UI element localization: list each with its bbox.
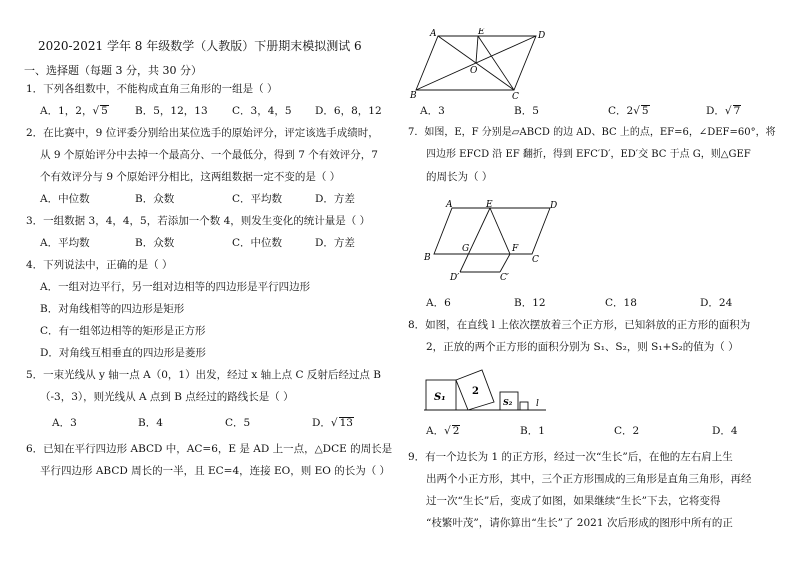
label-d: D [550,201,558,211]
q5-option-d: D．√ 13 [312,417,353,429]
q9-line-3: 过一次“生长”后，变成了如图，如果继续“生长”下去，它将变得 [426,495,721,507]
q6-option-c: C．2√ 5 [608,105,649,117]
q6-line-2: 平行四边形 ABCD 周长的一半，且 EC=4，连接 EO，则 EO 的长为（ ） [40,465,391,477]
q9-line-4: “枝繁叶茂”，请你算出“生长”了 2021 次后形成的图形中所有的正 [426,517,733,529]
label-c-prime: C′ [500,273,509,282]
segment-eo [476,36,478,63]
q1-option-d: D．6，8，12 [315,105,382,117]
q1-option-c: C．3，4，5 [232,105,292,117]
q2-line-1: 2．在比赛中，9 位评委分别给出某位选手的原始评分，评定该选手成绩时， [26,127,379,139]
q2-option-c: C．平均数 [232,193,283,205]
q6-option-a: A．3 [420,105,445,117]
label-c: C [512,92,519,100]
q6-option-d: D．√ 7 [706,105,741,117]
small-square-mark [520,402,528,410]
label-d-prime: D′ [450,273,460,282]
label-e: E [486,200,493,210]
q5-line-1: 5．一束光线从 y 轴一点 A（0，1）出发，经过 x 轴上点 C 反射后经过点 B [26,369,381,381]
q7-line-1: 7．如图，E，F 分别是▱ABCD 的边 AD、BC 上的点，EF=6，∠DEF=60°，将 [408,127,776,138]
q7-figure [422,198,572,282]
label-o: O [470,66,478,76]
q3-option-d: D．方差 [315,237,355,249]
q1-option-b: B．5，12，13 [135,105,208,117]
q5-option-b: B．4 [138,417,163,429]
section-heading: 一、选择题（每题 3 分，共 30 分） [24,64,202,77]
segment-ef [490,208,510,254]
label-s1: S₁ [434,392,446,403]
q8-option-d: D．4 [712,425,738,437]
q4-option-d: D．对角线互相垂直的四边形是菱形 [40,347,206,359]
parallelogram-abcd [434,208,550,254]
q6-line-1: 6．已知在平行四边形 ABCD 中，AC=6，E 是 AD 上一点，△DCE 的周长是 [26,443,393,455]
q1-stem: 1．下列各组数中，不能构成直角三角形的一组是（ ） [26,83,278,95]
q8-line-1: 8．如图，在直线 l 上依次摆放着三个正方形，已知斜放的正方形的面积为 [408,319,751,331]
q6-option-b: B．5 [514,105,539,117]
label-g: G [462,244,470,254]
q4-stem: 4．下列说法中，正确的是（ ） [26,259,173,271]
q4-option-c: C．有一组邻边相等的矩形是正方形 [40,325,206,337]
q2-option-b: B．众数 [135,193,175,205]
label-area-2: 2 [472,386,479,397]
q8-figure [420,362,550,414]
q5-option-c: C．5 [225,417,251,429]
segment-ed-prime [460,208,490,272]
q6-figure [408,28,548,100]
label-a: A [430,29,437,39]
label-l: l [536,399,539,409]
q8-option-b: B．1 [520,425,545,437]
label-d: D [538,31,546,41]
q7-option-b: B．12 [514,297,546,309]
q5-option-a: A．3 [52,417,77,429]
q2-option-d: D．方差 [315,193,355,205]
q1-option-a: A．1，2，√ 5 [40,105,108,117]
q9-line-1: 9．有一个边长为 1 的正方形，经过一次“生长”后，在他的左右肩上生 [408,451,733,463]
q2-option-a: A．中位数 [40,193,90,205]
label-b: B [424,253,431,263]
q7-option-a: A．6 [426,297,451,309]
label-a: A [446,200,453,210]
q7-option-d: D．24 [700,297,733,309]
label-b: B [410,91,417,100]
q7-option-c: C．18 [605,297,637,309]
q7-line-2: 四边形 EFCD 沿 EF 翻折，得到 EFC′D′，ED′交 BC 于点 G，则△GEF [426,149,751,160]
q2-line-3: 个有效评分与 9 个原始评分相比，这两组数据一定不变的是（ ） [40,171,341,183]
q8-option-c: C．2 [614,425,640,437]
label-s2: S₂ [503,397,513,407]
q9-line-2: 出两个小正方形，其中，三个正方形围成的三角形是直角三角形，再经 [426,473,752,485]
segment-ec [478,36,514,90]
q7-line-3: 的周长为（ ） [426,171,493,183]
q4-option-a: A．一组对边平行，另一组对边相等的四边形是平行四边形 [40,281,311,293]
label-c: C [532,255,539,265]
label-e: E [478,28,485,37]
q2-line-2: 从 9 个原始评分中去掉一个最高分、一个最低分，得到 7 个有效评分，7 [40,149,378,161]
q3-option-c: C．中位数 [232,237,283,249]
q3-option-b: B．众数 [135,237,175,249]
q3-option-a: A．平均数 [40,237,90,249]
label-f: F [512,244,519,254]
q3-stem: 3．一组数据 3，4，4，5，若添加一个数 4，则发生变化的统计量是（ ） [26,215,371,227]
q4-option-b: B．对角线相等的四边形是矩形 [40,303,185,315]
q8-option-a: A．√ 2 [426,425,460,437]
q5-line-2: （-3，3），则光线从 A 点到 B 点经过的路线长是（ ） [40,391,294,403]
segment-fc-prime [500,254,510,272]
q8-line-2: 2，正放的两个正方形的面积分别为 S₁、S₂，则 S₁+S₂的值为（ ） [426,341,739,353]
page-title: 2020-2021 学年 8 年级数学（人教版）下册期末模拟测试 6 [38,39,362,53]
